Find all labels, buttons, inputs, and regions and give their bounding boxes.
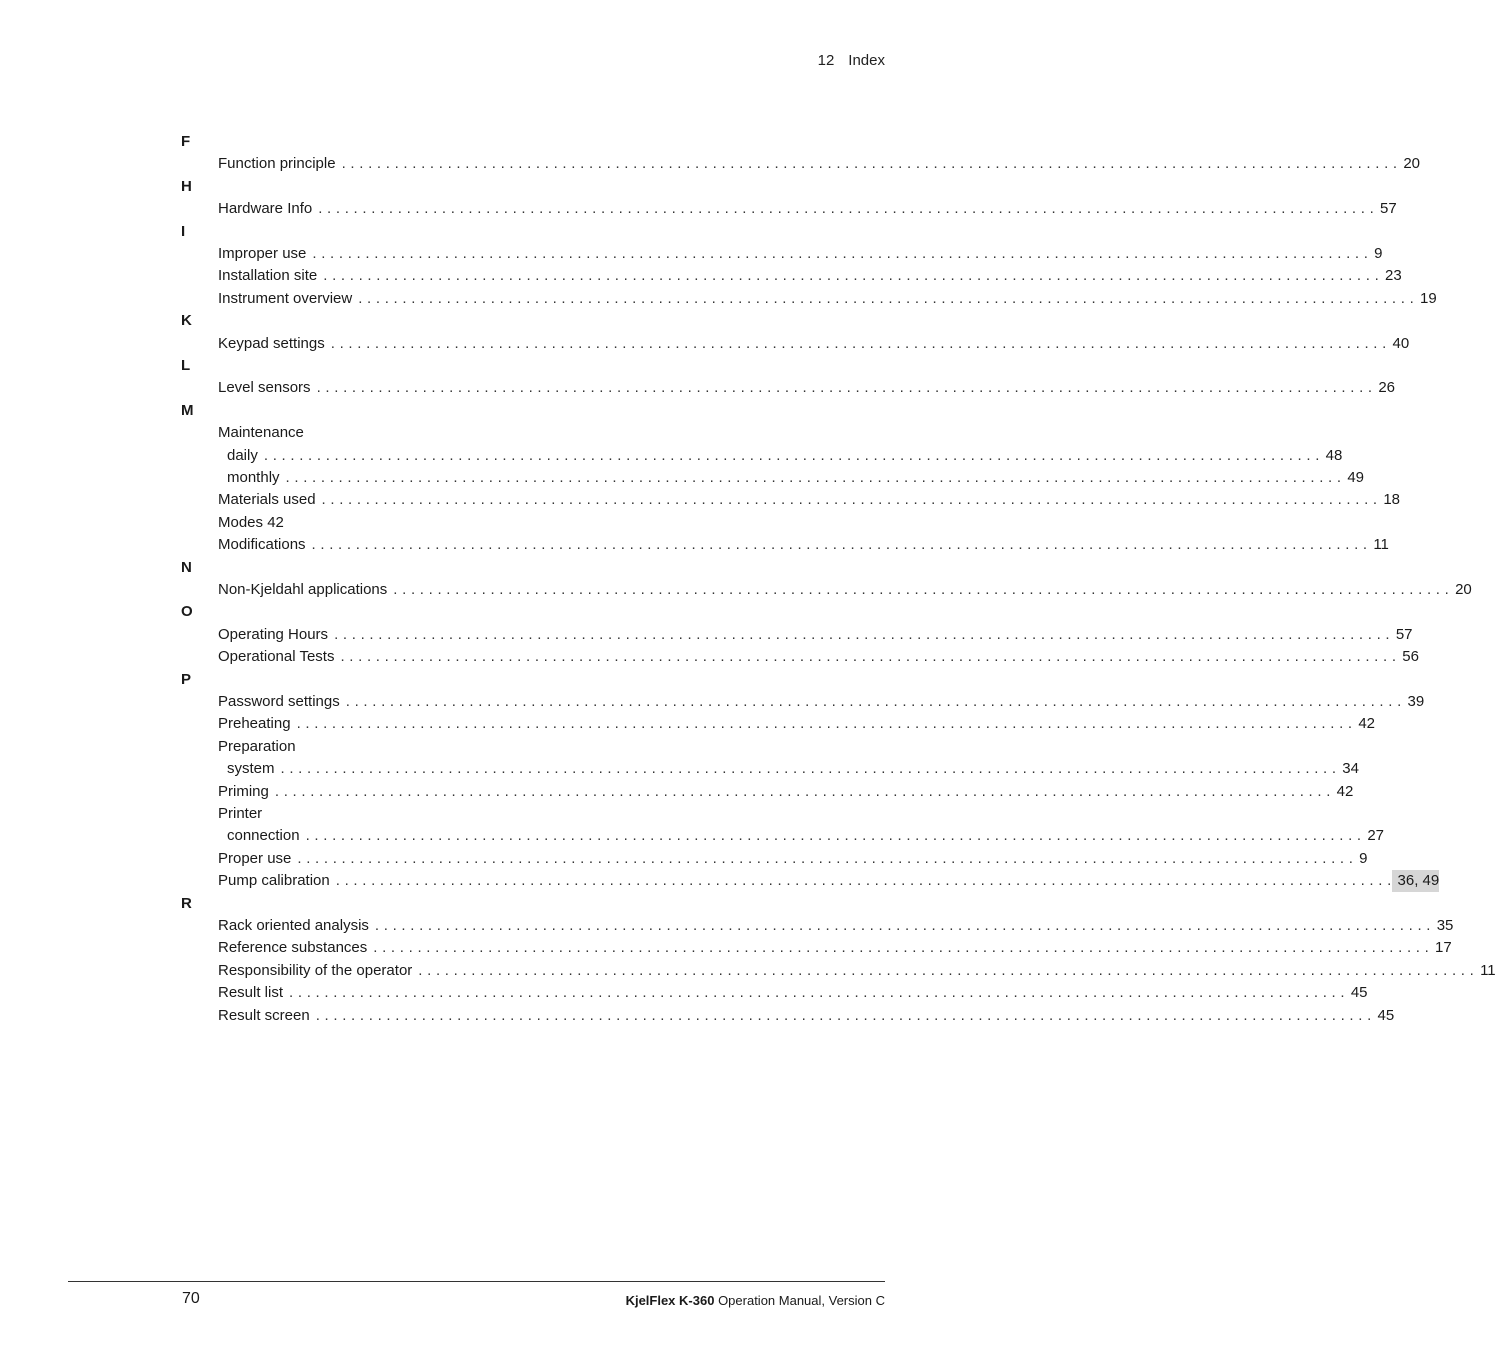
index-term: Operating Hours — [218, 625, 329, 643]
index-entry-line — [218, 534, 1389, 556]
index-entry — [0, 445, 1343, 467]
index-term: Function principle — [218, 155, 336, 173]
index-term: daily — [227, 446, 258, 464]
dot-leader: . . . . . . . . . . . . . . . . . . . . . . . . . . . . . . . . . . . . . . . . . . . . . . . . . . . . . . . . . . . . . . . . . . . . . . . . . . . . . . . . . . . . . . . . . . . . . . . . . . . . . . . . . . . . . . . . . . . . . . . . — [341, 155, 1398, 173]
index-page-ref: 20 — [1403, 155, 1421, 173]
index-entry-line — [218, 288, 1437, 310]
index-term: Preheating — [218, 715, 291, 733]
index-entry — [0, 937, 1452, 959]
dot-leader: . . . . . . . . . . . . . . . . . . . . . . . . . . . . . . . . . . . . . . . . . . . . . . . . . . . . . . . . . . . . . . . . . . . . . . . . . . . . . . . . . . . . . . . . . . . . . . . . . . . . . . . . . . . . . . . . . . . . . . . . — [263, 446, 1320, 464]
index-entry-line — [218, 691, 1425, 713]
index-entry — [0, 848, 1368, 870]
index-entry — [0, 512, 954, 534]
index-entry-line — [218, 579, 1472, 601]
index-entry-line — [218, 377, 1396, 399]
index-page-ref: 40 — [1392, 334, 1410, 352]
index-subentry — [227, 445, 1343, 467]
index-entry — [0, 736, 954, 758]
index-term: Operational Tests — [218, 648, 335, 666]
index-entry-line — [218, 713, 1376, 735]
index-term: Result list — [218, 984, 284, 1002]
index-entry-line — [218, 489, 1401, 511]
manual-version: Operation Manual, Version C — [718, 1293, 885, 1308]
index-entry — [0, 1005, 1395, 1027]
index-letter: L — [181, 357, 191, 374]
running-header — [818, 52, 885, 69]
dot-leader: . . . . . . . . . . . . . . . . . . . . . . . . . . . . . . . . . . . . . . . . . . . . . . . . . . . . . . . . . . . . . . . . . . . . . . . . . . . . . . . . . . . . . . . . . . . . . . . . . . . . . . . . . . . . . . . . . . . . . . . . — [274, 782, 1331, 800]
index-term: Installation site — [218, 267, 318, 285]
dot-leader: . . . . . . . . . . . . . . . . . . . . . . . . . . . . . . . . . . . . . . . . . . . . . . . . . . . . . . . . . . . . . . . . . . . . . . . . . . . . . . . . . . . . . . . . . . . . . . . . . . . . . . . . . . . . . . . . . . . . . . . . — [373, 939, 1430, 957]
dot-leader: . . . . . . . . . . . . . . . . . . . . . . . . . . . . . . . . . . . . . . . . . . . . . . . . . . . . . . . . . . . . . . . . . . . . . . . . . . . . . . . . . . . . . . . . . . . . . . . . . . . . . . . . . . . . . . . . . . . . . . . . — [315, 1006, 1372, 1024]
dot-leader: . . . . . . . . . . . . . . . . . . . . . . . . . . . . . . . . . . . . . . . . . . . . . . . . . . . . . . . . . . . . . . . . . . . . . . . . . . . . . . . . . . . . . . . . . . . . . . . . . . . . . . . . . . . . . . . . . . . . . . . . — [393, 581, 1450, 598]
index-entry-line — [218, 937, 1452, 959]
dot-leader: . . . . . . . . . . . . . . . . . . . . . . . . . . . . . . . . . . . . . . . . . . . . . . . . . . . . . . . . . . . . . . . . . . . . . . . . . . . . . . . . . . . . . . . . . . . . . . . . . . . . . . . . . . . . . . . . . . . . . . . . — [334, 625, 1390, 643]
index-letter: O — [181, 603, 193, 621]
index-entry-line — [218, 870, 1440, 892]
index-entry-line — [218, 960, 1496, 982]
index-entry-line — [218, 624, 1413, 646]
index-page-ref: 45 — [1350, 984, 1368, 1002]
index-page-ref: 36, 49 — [1392, 870, 1440, 892]
index-letter-row — [0, 669, 954, 691]
index-term: Password settings — [218, 693, 340, 710]
index-term: Rack oriented analysis — [218, 917, 369, 934]
dot-leader: . . . . . . . . . . . . . . . . . . . . . . . . . . . . . . . . . . . . . . . . . . . . . . . . . . . . . . . . . . . . . . . . . . . . . . . . . . . . . . . . . . . . . . . . . . . . . . . . . . . . . . . . . . . . . . . . . . . . . . . . — [374, 917, 1431, 934]
footer-document-title — [626, 1293, 885, 1308]
index-entry — [0, 982, 1368, 1004]
index-term: Reference substances — [218, 939, 368, 957]
index-page-ref: 20 — [1455, 581, 1472, 598]
index-entry — [0, 691, 1425, 713]
index-letter: K — [181, 312, 192, 330]
index-entry-line — [218, 915, 1454, 937]
index-page-ref: 19 — [1420, 289, 1437, 307]
index-entry-line — [218, 848, 1368, 870]
index-term: Improper use — [218, 245, 307, 262]
index-letter: P — [181, 670, 192, 688]
index-term: Materials used — [218, 491, 316, 509]
index-letter-row — [0, 221, 954, 243]
index-entry — [0, 803, 954, 825]
index-term: Pump calibration — [218, 872, 330, 890]
index-term: Responsibility of the operator — [218, 961, 413, 979]
index-term: Modes 42 — [218, 513, 284, 531]
index-term: Result screen — [218, 1006, 310, 1024]
index-entry — [0, 870, 1440, 892]
index-entry — [0, 243, 1383, 265]
dot-leader: . . . . . . . . . . . . . . . . . . . . . . . . . . . . . . . . . . . . . . . . . . . . . . . . . . . . . . . . . . . . . . . . . . . . . . . . . . . . . . . . . . . . . . . . . . . . . . . . . . . . . . . . . . . . . . . . . . . . . . . . — [312, 245, 1369, 262]
index-entry-line — [218, 1005, 1395, 1027]
index-page-ref: 42 — [1336, 782, 1354, 800]
index-entry — [0, 825, 1385, 847]
index-entry — [0, 646, 1419, 668]
index-page-ref: 39 — [1407, 693, 1425, 710]
dot-leader: . . . . . . . . . . . . . . . . . . . . . . . . . . . . . . . . . . . . . . . . . . . . . . . . . . . . . . . . . . . . . . . . . . . . . . . . . . . . . . . . . . . . . . . . . . . . . . . . . . . . . . . . . . . . . . . . . . . . . . . . — [335, 872, 1392, 890]
chapter-title: Index — [848, 52, 885, 69]
index-entry — [0, 579, 1472, 601]
index-subentry — [227, 758, 1359, 780]
dot-leader: . . . . . . . . . . . . . . . . . . . . . . . . . . . . . . . . . . . . . . . . . . . . . . . . . . . . . . . . . . . . . . . . . . . . . . . . . . . . . . . . . . . . . . . . . . . . . . . . . . . . . . . . . . . . . . . . . . . . . . . . — [318, 200, 1374, 218]
index-entry — [0, 288, 1437, 310]
index-letter: F — [181, 133, 191, 150]
index-entry — [0, 467, 1364, 489]
index-page-ref: 45 — [1377, 1006, 1395, 1024]
index-entry — [0, 489, 1401, 511]
index-letter-row — [0, 131, 954, 153]
dot-leader: . . . . . . . . . . . . . . . . . . . . . . . . . . . . . . . . . . . . . . . . . . . . . . . . . . . . . . . . . . . . . . . . . . . . . . . . . . . . . . . . . . . . . . . . . . . . . . . . . . . . . . . . . . . . . . . . . . . . . . . . — [345, 693, 1402, 710]
index-letter: R — [181, 894, 192, 912]
product-name: KjelFlex K-360 — [625, 1293, 715, 1308]
index-entry-line — [218, 781, 1354, 803]
index-subentry — [227, 825, 1385, 847]
dot-leader: . . . . . . . . . . . . . . . . . . . . . . . . . . . . . . . . . . . . . . . . . . . . . . . . . . . . . . . . . . . . . . . . . . . . . . . . . . . . . . . . . . . . . . . . . . . . . . . . . . . . . . . . . . . . . . . . . . . . . . . . — [330, 334, 1387, 352]
footer-divider — [68, 1281, 885, 1282]
index-entry — [0, 377, 1396, 399]
index-entry — [0, 265, 1402, 287]
index-entry-line — [218, 198, 1397, 220]
index-entry-line — [218, 646, 1419, 668]
index-letter: I — [181, 222, 186, 240]
index-letter-row — [0, 176, 954, 198]
index-entry — [0, 915, 1454, 937]
index-term: monthly — [227, 469, 280, 486]
index-term: system — [227, 760, 275, 778]
index-entry — [0, 624, 1413, 646]
index-entry-line — [218, 512, 885, 534]
index-term: Printer — [218, 805, 263, 822]
index-page-ref: 56 — [1402, 648, 1419, 666]
index-subentry — [227, 467, 1364, 489]
index-entry — [0, 333, 1410, 355]
index-entry — [0, 781, 1354, 803]
dot-leader: . . . . . . . . . . . . . . . . . . . . . . . . . . . . . . . . . . . . . . . . . . . . . . . . . . . . . . . . . . . . . . . . . . . . . . . . . . . . . . . . . . . . . . . . . . . . . . . . . . . . . . . . . . . . . . . . . . . . . . . . — [305, 827, 1362, 845]
index-letter: H — [181, 177, 192, 195]
dot-leader: . . . . . . . . . . . . . . . . . . . . . . . . . . . . . . . . . . . . . . . . . . . . . . . . . . . . . . . . . . . . . . . . . . . . . . . . . . . . . . . . . . . . . . . . . . . . . . . . . . . . . . . . . . . . . . . . . . . . . . . . — [285, 469, 1342, 486]
index-term: Keypad settings — [218, 334, 325, 352]
index-letter-row — [0, 893, 954, 915]
index-term: Preparation — [218, 737, 296, 755]
index-entry — [0, 534, 1389, 556]
index-entry — [0, 422, 954, 444]
index-letter-row — [0, 557, 954, 579]
index-term: Level sensors — [218, 379, 311, 397]
chapter-number: 12 — [817, 52, 835, 69]
index-page-ref: 11 — [1480, 961, 1496, 979]
index-page-ref: 27 — [1367, 827, 1385, 845]
index-page-ref: 18 — [1383, 491, 1401, 509]
index-entry — [0, 960, 1496, 982]
index-entry — [0, 713, 1376, 735]
index-page-ref: 23 — [1385, 267, 1402, 285]
index-entry-line — [218, 265, 1402, 287]
index-term: Proper use — [218, 849, 292, 867]
index-term: Maintenance — [218, 424, 304, 442]
index-entry — [0, 153, 1421, 175]
index-page-ref: 26 — [1378, 379, 1396, 397]
index-page-ref: 9 — [1374, 245, 1383, 262]
index-entry — [0, 758, 1359, 780]
index-term: Instrument overview — [218, 289, 353, 307]
index-page-ref: 11 — [1373, 536, 1389, 554]
index-page-ref: 57 — [1395, 625, 1413, 643]
index-term: Modifications — [218, 536, 306, 554]
page-number: 70 — [182, 1290, 200, 1307]
index-entry-line — [218, 422, 885, 444]
dot-leader: . . . . . . . . . . . . . . . . . . . . . . . . . . . . . . . . . . . . . . . . . . . . . . . . . . . . . . . . . . . . . . . . . . . . . . . . . . . . . . . . . . . . . . . . . . . . . . . . . . . . . . . . . . . . . . . . . . . . . . . . — [289, 984, 1345, 1002]
index-entry-line — [218, 803, 885, 825]
dot-leader: . . . . . . . . . . . . . . . . . . . . . . . . . . . . . . . . . . . . . . . . . . . . . . . . . . . . . . . . . . . . . . . . . . . . . . . . . . . . . . . . . . . . . . . . . . . . . . . . . . . . . . . . . . . . . . . . . . . . . . . . — [340, 648, 1397, 666]
index-entry-line — [218, 333, 1410, 355]
index-page-ref: 48 — [1325, 446, 1343, 464]
index-page-ref: 17 — [1435, 939, 1452, 957]
index-letter-row — [0, 310, 954, 332]
index-entry-line — [218, 243, 1383, 265]
dot-leader: . . . . . . . . . . . . . . . . . . . . . . . . . . . . . . . . . . . . . . . . . . . . . . . . . . . . . . . . . . . . . . . . . . . . . . . . . . . . . . . . . . . . . . . . . . . . . . . . . . . . . . . . . . . . . . . . . . . . . . . . — [297, 849, 1354, 867]
index-entry-line — [218, 736, 885, 758]
index-page-ref: 49 — [1347, 469, 1364, 486]
index-entry-line — [218, 153, 1421, 175]
index-letter-row — [0, 601, 954, 623]
dot-leader: . . . . . . . . . . . . . . . . . . . . . . . . . . . . . . . . . . . . . . . . . . . . . . . . . . . . . . . . . . . . . . . . . . . . . . . . . . . . . . . . . . . . . . . . . . . . . . . . . . . . . . . . . . . . . . . . . . . . . . . . — [358, 289, 1414, 307]
dot-leader: . . . . . . . . . . . . . . . . . . . . . . . . . . . . . . . . . . . . . . . . . . . . . . . . . . . . . . . . . . . . . . . . . . . . . . . . . . . . . . . . . . . . . . . . . . . . . . . . . . . . . . . . . . . . . . . . . . . . . . . . — [280, 760, 1337, 778]
index-term: Non-Kjeldahl applications — [218, 581, 388, 598]
index-term: Priming — [218, 782, 269, 800]
index-page-ref: 35 — [1436, 917, 1454, 934]
index-page-ref: 57 — [1380, 200, 1397, 218]
dot-leader: . . . . . . . . . . . . . . . . . . . . . . . . . . . . . . . . . . . . . . . . . . . . . . . . . . . . . . . . . . . . . . . . . . . . . . . . . . . . . . . . . . . . . . . . . . . . . . . . . . . . . . . . . . . . . . . . . . . . . . . . — [321, 491, 1378, 509]
dot-leader: . . . . . . . . . . . . . . . . . . . . . . . . . . . . . . . . . . . . . . . . . . . . . . . . . . . . . . . . . . . . . . . . . . . . . . . . . . . . . . . . . . . . . . . . . . . . . . . . . . . . . . . . . . . . . . . . . . . . . . . . — [418, 961, 1475, 979]
dot-leader: . . . . . . . . . . . . . . . . . . . . . . . . . . . . . . . . . . . . . . . . . . . . . . . . . . . . . . . . . . . . . . . . . . . . . . . . . . . . . . . . . . . . . . . . . . . . . . . . . . . . . . . . . . . . . . . . . . . . . . . . — [316, 379, 1373, 397]
dot-leader: . . . . . . . . . . . . . . . . . . . . . . . . . . . . . . . . . . . . . . . . . . . . . . . . . . . . . . . . . . . . . . . . . . . . . . . . . . . . . . . . . . . . . . . . . . . . . . . . . . . . . . . . . . . . . . . . . . . . . . . . — [323, 267, 1380, 285]
dot-leader: . . . . . . . . . . . . . . . . . . . . . . . . . . . . . . . . . . . . . . . . . . . . . . . . . . . . . . . . . . . . . . . . . . . . . . . . . . . . . . . . . . . . . . . . . . . . . . . . . . . . . . . . . . . . . . . . . . . . . . . . — [311, 536, 1368, 554]
index-page-ref: 9 — [1359, 849, 1368, 867]
index-entry — [0, 198, 1397, 220]
index-letter: N — [181, 558, 192, 576]
index-entry-line — [218, 982, 1368, 1004]
index-term: connection — [227, 827, 300, 845]
index-letter-row — [0, 355, 954, 377]
index-page-ref: 42 — [1358, 715, 1376, 733]
index-letter: M — [181, 401, 194, 419]
index-letter-row — [0, 400, 954, 422]
index-page-ref: 34 — [1342, 760, 1359, 778]
dot-leader: . . . . . . . . . . . . . . . . . . . . . . . . . . . . . . . . . . . . . . . . . . . . . . . . . . . . . . . . . . . . . . . . . . . . . . . . . . . . . . . . . . . . . . . . . . . . . . . . . . . . . . . . . . . . . . . . . . . . . . . . — [296, 715, 1353, 733]
index-term: Hardware Info — [218, 200, 313, 218]
